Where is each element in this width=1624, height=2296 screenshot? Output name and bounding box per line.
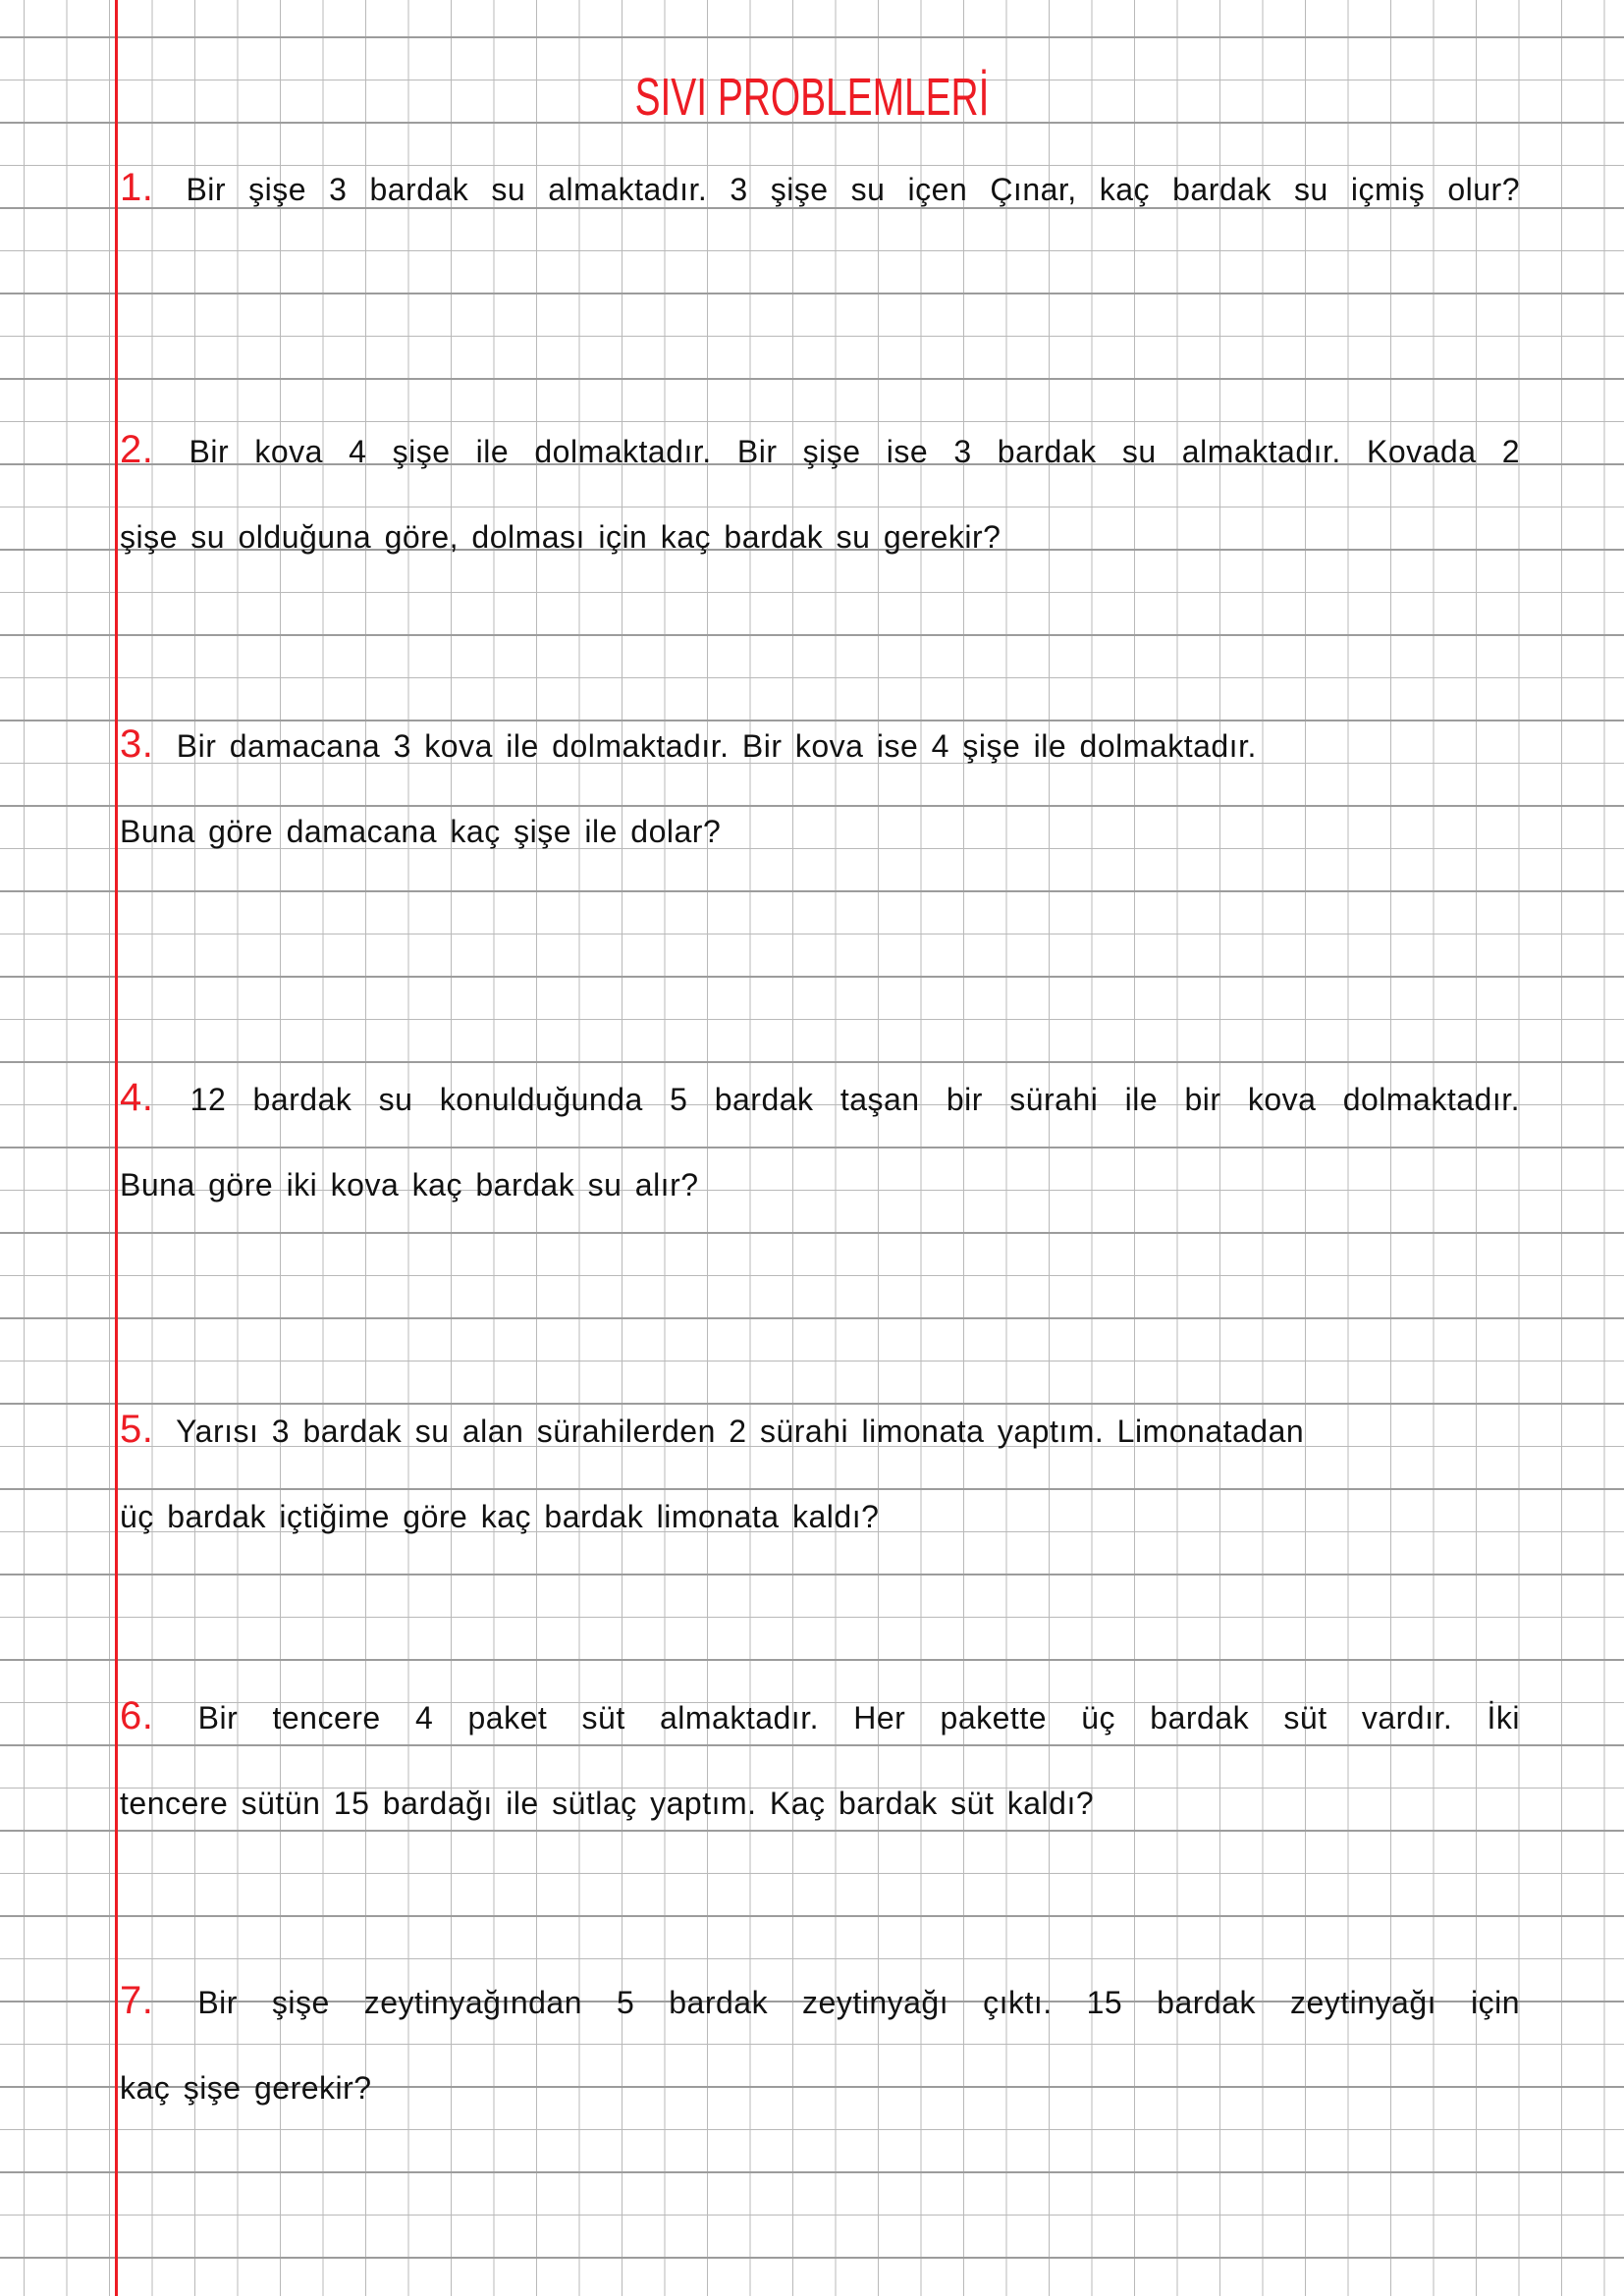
problem-6-line-2 xyxy=(120,1761,1520,1846)
problem-5-line-1 xyxy=(120,1387,1520,1474)
problem-6-text-continued: tencere sütün 15 bardağı ile sütlaç yaptım. Kaç bardak süt kaldı? xyxy=(120,1786,1095,1821)
problem-2-text: Bir kova 4 şişe ile dolmaktadır. Bir şişe ise 3 bardak su almaktadır. Kovada 2 xyxy=(189,434,1521,469)
problem-6-number: 6. xyxy=(120,1694,154,1737)
problem-7-number: 7. xyxy=(120,1979,154,2022)
problem-5-text: Yarısı 3 bardak su alan sürahilerden 2 sürahi limonata yaptım. Limonatadan xyxy=(176,1414,1305,1449)
problem-7-text-continued: kaç şişe gerekir? xyxy=(120,2070,372,2106)
problem-3-text: Bir damacana 3 kova ile dolmaktadır. Bir kova ise 4 şişe ile dolmaktadır. xyxy=(176,728,1257,764)
problem-7-text: Bir şişe zeytinyağından 5 bardak zeytinyağı çıktı. 15 bardak zeytinyağı için xyxy=(197,1985,1521,2020)
problem-6-line-1 xyxy=(120,1674,1520,1761)
problem-4-text: 12 bardak su konulduğunda 5 bardak taşan bir sürahi ile bir kova dolmaktadır. xyxy=(189,1082,1521,1117)
problem-7-line-1 xyxy=(120,1958,1520,2046)
problem-2 xyxy=(120,407,1520,580)
problem-6 xyxy=(120,1674,1520,1846)
problem-1-text: Bir şişe 3 bardak su almaktadır. 3 şişe su içen Çınar, kaç bardak su içmiş olur? xyxy=(186,172,1521,207)
problem-3-line-2 xyxy=(120,789,1520,875)
problem-5-number: 5. xyxy=(120,1408,154,1451)
problem-4-line-2 xyxy=(120,1143,1520,1228)
problem-4-line-1 xyxy=(120,1055,1520,1143)
problem-6-text: Bir tencere 4 paket süt almaktadır. Her pakette üç bardak süt vardır. İki xyxy=(197,1700,1521,1735)
problem-4-number: 4. xyxy=(120,1076,154,1119)
problem-2-number: 2. xyxy=(120,428,154,471)
problem-5-text-continued: üç bardak içtiğime göre kaç bardak limonata kaldı? xyxy=(120,1499,880,1534)
problem-5 xyxy=(120,1387,1520,1560)
problem-5-line-2 xyxy=(120,1474,1520,1560)
problem-7 xyxy=(120,1958,1520,2131)
problem-3-text-continued: Buna göre damacana kaç şişe ile dolar? xyxy=(120,814,722,849)
problem-2-line-1 xyxy=(120,407,1520,495)
problem-4-text-continued: Buna göre iki kova kaç bardak su alır? xyxy=(120,1167,699,1202)
page-title: SIVI PROBLEMLERİ xyxy=(634,68,990,128)
problem-3 xyxy=(120,702,1520,875)
problem-3-number: 3. xyxy=(120,722,154,766)
problem-2-line-2 xyxy=(120,495,1520,580)
problem-7-line-2 xyxy=(120,2046,1520,2131)
problem-4 xyxy=(120,1055,1520,1228)
problem-1-line-1 xyxy=(120,145,1520,233)
problem-1 xyxy=(120,145,1520,233)
red-margin-line xyxy=(115,0,118,2296)
problem-2-text-continued: şişe su olduğuna göre, dolması için kaç bardak su gerekir? xyxy=(120,519,1001,555)
problem-3-line-1 xyxy=(120,702,1520,789)
problem-1-number: 1. xyxy=(120,166,154,209)
